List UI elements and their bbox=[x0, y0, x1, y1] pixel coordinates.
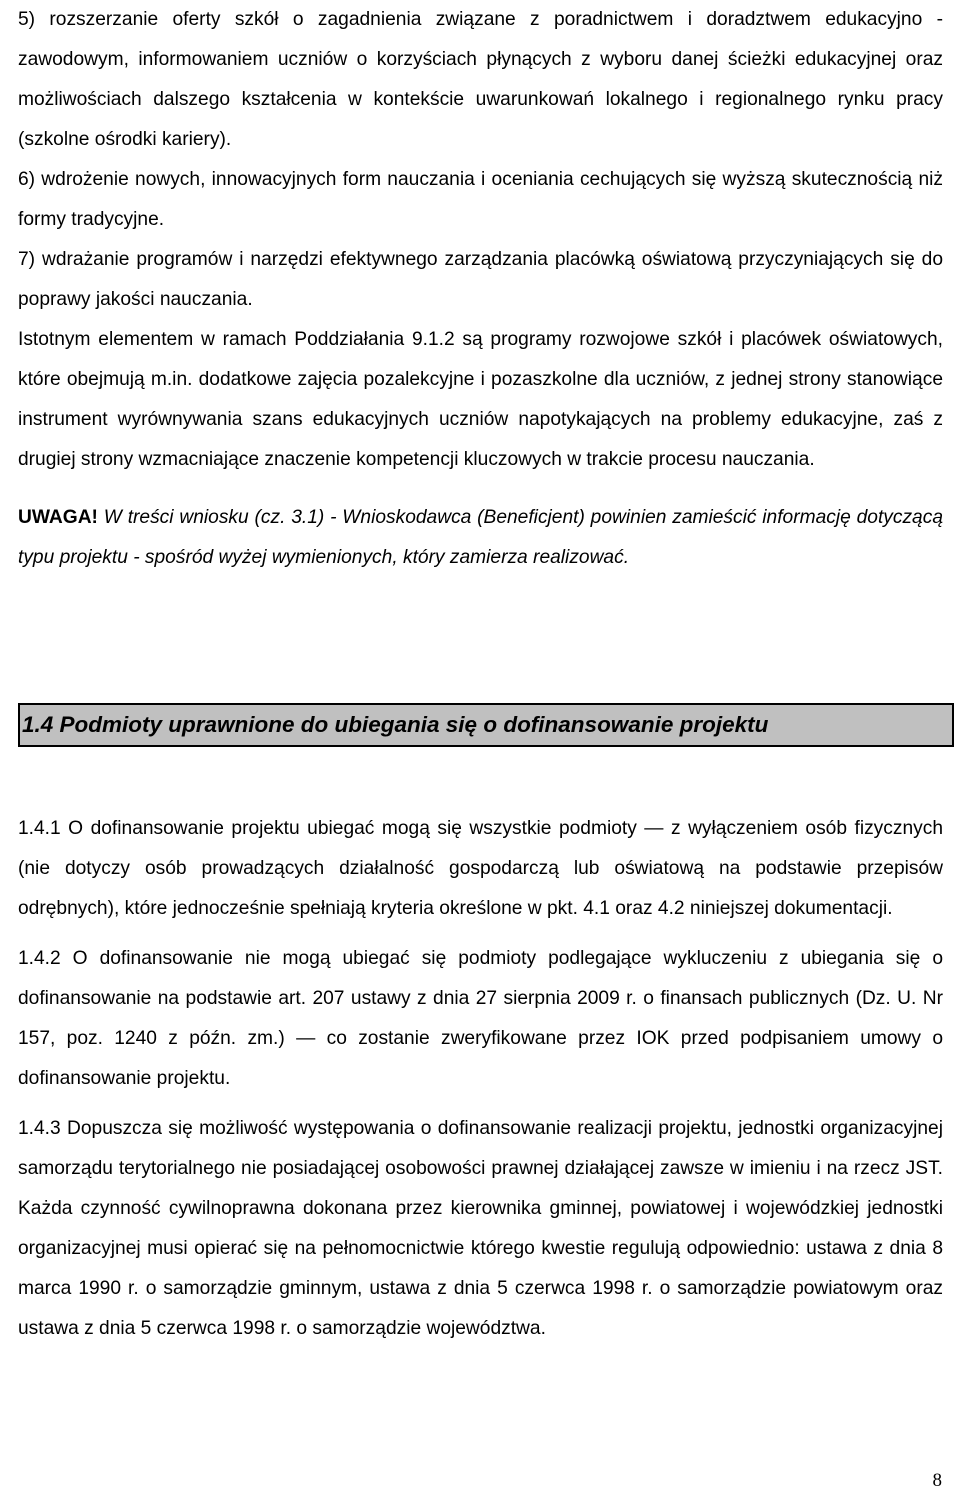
intro-list bbox=[18, 0, 943, 480]
section-body bbox=[18, 809, 943, 1349]
paragraph-1-4-3: 1.4.3 Dopuszcza się możliwość występowania o dofinansowanie realizacji projektu, jednostki organizacyjnej samorządu terytorialnego nie posiadającej osobowości prawnej działającej zawsze w imieniu i na rzecz JST. Każda czynność cywilnoprawna dokonana przez kierownika gminnej, powiatowej i wojewódzkiej jednostki organizacyjnej musi opierać się na pełnomocnictwie którego kwestie regulują odpowiednio: ustawa z dnia 8 marca 1990 r. o samorządzie gminnym, ustawa z dnia 5 czerwca 1998 r. o samorządzie powiatowym oraz ustawa z dnia 5 czerwca 1998 r. o samorządzie województwa. bbox=[18, 1118, 943, 1339]
summary-paragraph: Istotnym elementem w ramach Poddziałania 9.1.2 są programy rozwojowe szkół i placówek oświatowych, które obejmują m.in. dodatkowe zajęcia pozalekcyjne i pozaszkolne dla uczniów, z jednej strony stanowiące instrument wyrównywania szans edukacyjnych uczniów napotykających na problemy edukacyjne, zaś z drugiej strony wzmacniające znaczenie kompetencji kluczowych w trakcie procesu nauczania. bbox=[18, 329, 943, 470]
paragraph-1-4-1: 1.4.1 O dofinansowanie projektu ubiegać mogą się wszystkie podmioty — z wyłączeniem osób fizycznych (nie dotyczy osób prowadzących działalność gospodarczą lub oświatową na podstawie przepisów odrębnych), które jednocześnie spełniają kryteria określone w pkt. 4.1 oraz 4.2 niniejszej dokumentacji. bbox=[18, 818, 943, 919]
list-item-5: 5) rozszerzanie oferty szkół o zagadnienia związane z poradnictwem i doradztwem edukacyjno - zawodowym, informowaniem uczniów o korzyściach płynących z wyboru danej ścieżki edukacyjnej oraz możliwościach dalszego kształcenia w kontekście uwarunkowań lokalnego i regionalnego rynku pracy (szkolne ośrodki kariery). bbox=[18, 9, 943, 150]
list-item-6: 6) wdrożenie nowych, innowacyjnych form nauczania i oceniania cechujących się wyższą skutecznością niż formy tradycyjne. bbox=[18, 169, 943, 230]
list-item-7: 7) wdrażanie programów i narzędzi efektywnego zarządzania placówką oświatową przyczyniających się do poprawy jakości nauczania. bbox=[18, 249, 943, 310]
paragraph-1-4-2: 1.4.2 O dofinansowanie nie mogą ubiegać się podmioty podlegające wykluczeniu z ubiegania się o dofinansowanie na podstawie art. 207 ustawy z dnia 27 sierpnia 2009 r. o finansach publicznych (Dz. U. Nr 157, poz. 1240 z późn. zm.) — co zostanie zweryfikowane przez IOK przed podpisaniem umowy o dofinansowanie projektu. bbox=[18, 948, 943, 1089]
document-page bbox=[18, 0, 943, 1339]
note-paragraph bbox=[18, 498, 943, 578]
note-label: UWAGA! bbox=[18, 507, 98, 528]
page-number: 8 bbox=[932, 1470, 942, 1491]
note-text: W treści wniosku (cz. 3.1) - Wnioskodawca (Beneficjent) powinien zamieścić informację dotyczącą typu projektu - spośród wyżej wymienionych, który zamierza realizować. bbox=[18, 507, 943, 568]
section-heading: 1.4 Podmioty uprawnione do ubiegania się o dofinansowanie projektu bbox=[18, 703, 954, 747]
